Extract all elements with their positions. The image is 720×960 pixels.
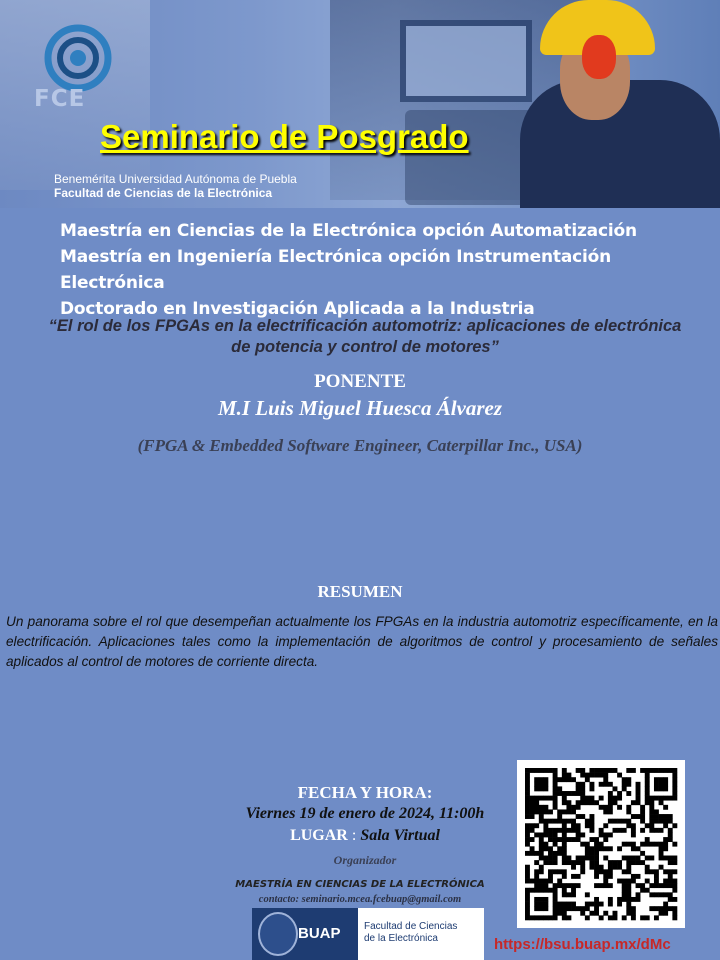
speaker-affiliation: (FPGA & Embedded Software Engineer, Caterpillar Inc., USA) <box>137 436 583 455</box>
qr-code-icon <box>517 760 685 928</box>
place-label: LUGAR <box>290 827 348 844</box>
talk-title-line: “El rol de los FPGAs en la electrificación automotriz: aplicaciones de electrónica <box>48 317 682 335</box>
header-banner <box>0 0 720 208</box>
buap-fce-logo <box>252 908 484 960</box>
buap-seal-icon <box>258 912 298 956</box>
organizer-label: Organizador <box>333 853 397 867</box>
program-item: Maestría en Ciencias de la Electrónica opción Automatización <box>60 221 637 241</box>
buap-text: BUAP <box>298 925 341 942</box>
date-value: Viernes 19 de enero de 2024, 11:00h <box>245 805 485 822</box>
page-title: Seminario de Posgrado <box>100 118 469 155</box>
earmuff-graphic <box>582 35 616 79</box>
summary-label: RESUMEN <box>317 582 403 601</box>
organizer-name: MAESTRÍA EN CIENCIAS DE LA ELECTRÓNICA <box>235 879 485 890</box>
program-list <box>60 218 720 322</box>
place-separator: : <box>351 827 357 844</box>
contact-email: contacto: seminario.mcea.fcebuap@gmail.com <box>258 894 462 905</box>
talk-title <box>10 316 720 358</box>
place-value: Sala Virtual <box>360 827 440 844</box>
qr-code[interactable] <box>517 760 685 928</box>
talk-title-line: de potencia y control de motores” <box>231 338 499 356</box>
date-label: FECHA Y HORA: <box>297 783 433 802</box>
speaker-label: PONENTE <box>314 371 406 392</box>
speaker-name: M.I Luis Miguel Huesca Álvarez <box>217 396 503 420</box>
faculty-line: de la Electrónica <box>364 933 438 944</box>
logo-text: FCE <box>34 86 86 112</box>
registration-link[interactable]: https://bsu.buap.mx/dMc <box>494 936 671 953</box>
program-item: Maestría en Ingeniería Electrónica opción Instrumentación Electrónica <box>60 247 611 293</box>
university-name <box>54 172 297 200</box>
faculty-line: Facultad de Ciencias de la Electrónica <box>54 186 273 200</box>
summary-text: Un panorama sobre el rol que desempeñan actualmente los FPGAs en la industria automotriz específicamente, en la electrificación. Aplicaciones tales como la implementación de algoritmos de control y procesamiento de señales aplicados al control de motores de corriente directa. <box>6 614 718 669</box>
program-item: Doctorado en Investigación Aplicada a la Industria <box>60 299 535 319</box>
faculty-text <box>364 921 457 945</box>
university-line: Benemérita Universidad Autónoma de Puebla <box>54 172 297 186</box>
place-line <box>220 827 510 845</box>
monitor-graphic <box>400 20 532 102</box>
faculty-line: Facultad de Ciencias <box>364 921 458 932</box>
